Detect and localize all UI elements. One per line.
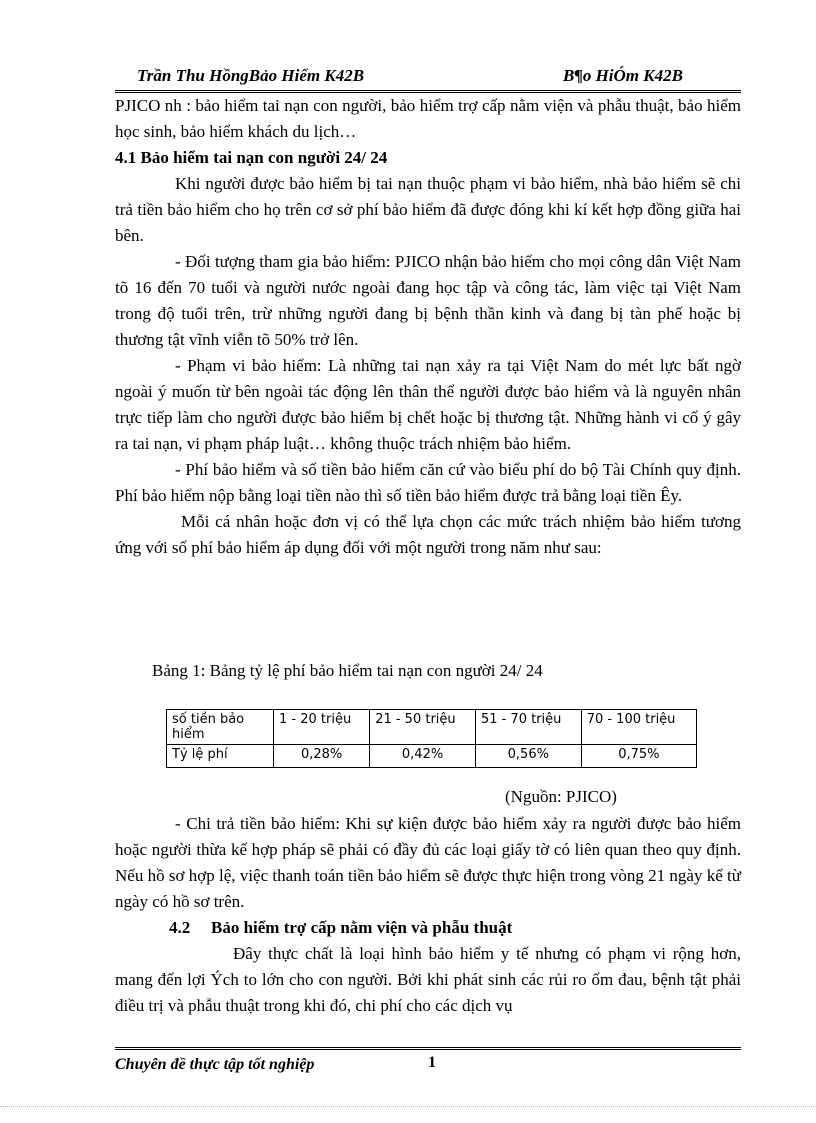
table-cell: 0,56%: [475, 745, 581, 768]
heading-4-2-number: 4.2: [169, 918, 191, 937]
table-header-cell: 51 - 70 triệu: [475, 710, 581, 745]
paragraph-levels: Mỗi cá nhân hoặc đơn vị có thể lựa chọn các mức trách nhiệm bảo hiểm tương ứng với số phí bảo hiểm áp dụng đối với một người trong năm như sau:: [115, 512, 741, 557]
table-source: (Nguồn: PJICO): [505, 787, 617, 806]
page-number: 1: [428, 1054, 436, 1071]
table-caption: Bảng 1: Bảng tỷ lệ phí bảo hiểm tai nạn con người 24/ 24: [152, 661, 543, 680]
page-bottom-divider: [0, 1106, 816, 1107]
footer-title: Chuyên đề thực tập tốt nghiệp: [115, 1056, 315, 1073]
paragraph-intro: PJICO nh : bảo hiểm tai nạn con người, bảo hiểm trợ cấp nằm viện và phẫu thuật, bảo hiểm học sinh, bảo hiểm khách du lịch…: [115, 96, 741, 141]
page-footer: [115, 1047, 741, 1080]
table-cell: 0,28%: [274, 745, 370, 768]
paragraph-payment: - Chi trả tiền bảo hiểm: Khi sự kiện được bảo hiểm xảy ra người được bảo hiểm hoặc người thừa kế hợp pháp sẽ phải có đầy đủ các loại giấy tờ có liên quan theo quy định. Nếu hồ sơ hợp lệ, việc thanh toán tiền bảo hiểm sẽ được thực hiện trong vòng 21 ngày kể từ ngày có hồ sơ trên.: [115, 814, 741, 911]
page-header: [115, 64, 741, 93]
paragraph-premium: - Phí bảo hiểm và số tiền bảo hiểm căn cứ vào biểu phí do bộ Tài Chính quy định. Phí bảo hiểm nộp bằng loại tiền nào thì số tiền bảo hiểm được trả bằng loại tiền Êy.: [115, 460, 741, 505]
paragraph-scope: - Phạm vi bảo hiểm: Là những tai nạn xảy ra tại Việt Nam do mét lực bất ngờ ngoài ý muốn từ bên ngoài tác động lên thân thể người được bảo hiểm và là nguyên nhân trực tiếp làm cho người được bảo hiểm bị chết hoặc bị thương tật. Những hành vi cố ý gây ra tai nạn, vi phạm pháp luật… không thuộc trách nhiệm bảo hiểm.: [115, 356, 741, 453]
table-header-cell: 70 - 100 triệu: [581, 710, 696, 745]
body-section-2: [115, 811, 741, 1019]
table-cell: 0,42%: [370, 745, 476, 768]
table-cell: 0,75%: [581, 745, 696, 768]
table-header-cell: 1 - 20 triệu: [274, 710, 370, 745]
table-header-label: số tiền bảo hiểm: [167, 710, 274, 745]
body-section-1: [115, 93, 741, 561]
table-header-row: [167, 710, 697, 745]
heading-4-2-text: Bảo hiểm trợ cấp nằm viện và phẫu thuật: [211, 918, 513, 937]
paragraph-definition: Khi người được bảo hiểm bị tai nạn thuộc phạm vi bảo hiểm, nhà bảo hiểm sẽ chi trả tiền bảo hiểm cho họ trên cơ sở phí bảo hiểm đã được đóng khi kí kết hợp đồng giữa hai bên.: [115, 174, 741, 245]
premium-rate-table: [166, 709, 697, 768]
table-row-label: Tỷ lệ phí: [167, 745, 274, 768]
table-header-cell: 21 - 50 triệu: [370, 710, 476, 745]
header-author: Trần Thu HồngBảo Hiểm K42B: [137, 66, 365, 85]
heading-4-2: [115, 915, 741, 941]
paragraph-hospital: Đây thực chất là loại hình bảo hiểm y tế nhưng có phạm vi rộng hơn, mang đến lợi Ých to lớn cho con người. Bởi khi phát sinh các rủi ro ốm đau, bệnh tật phải điều trị và phẫu thuật trong khi đó, chi phí cho các dịch vụ: [115, 944, 741, 1015]
header-course: B¶o HiÓm K42B: [563, 66, 683, 85]
paragraph-participants: - Đối tượng tham gia bảo hiểm: PJICO nhận bảo hiểm cho mọi công dân Việt Nam tõ 16 đến 70 tuổi và người nước ngoài đang học tập và công tác, làm việc tại Việt Nam trong độ tuổi trên, trừ những người đang bị bệnh thần kinh và đang bị tàn phế hoặc bị thương tật vĩnh viễn tõ 50% trở lên.: [115, 252, 741, 349]
table-row: [167, 745, 697, 768]
heading-4-1: 4.1 Bảo hiểm tai nạn con người 24/ 24: [115, 148, 388, 167]
